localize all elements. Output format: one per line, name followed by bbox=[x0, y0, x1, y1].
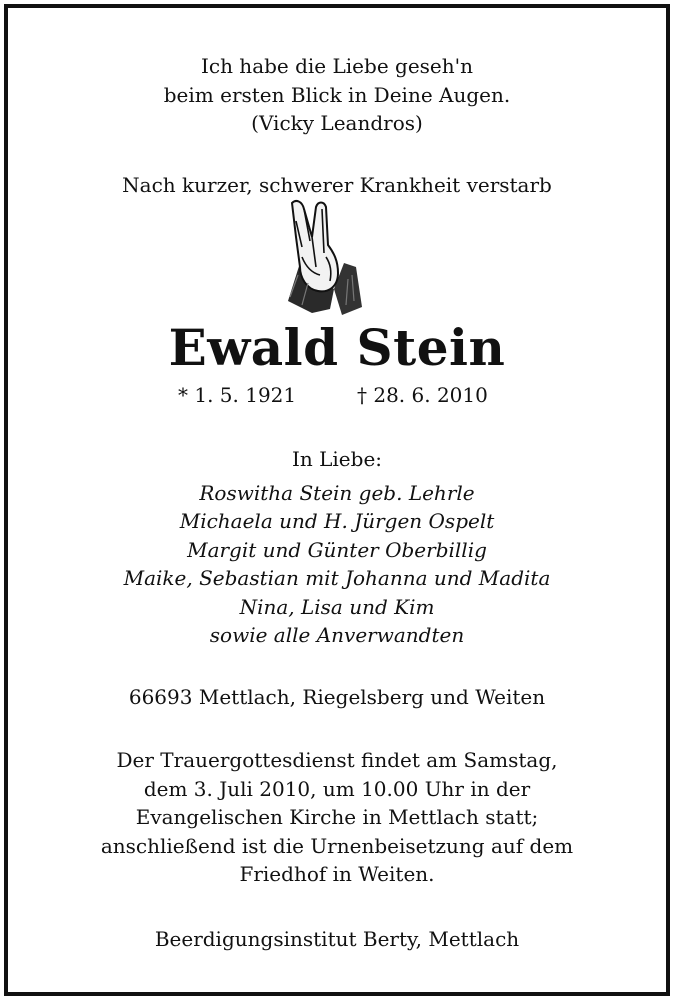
mourner-line: Nina, Lisa und Kim bbox=[239, 595, 435, 619]
mourner-line: Maike, Sebastian mit Johanna und Madita bbox=[123, 566, 551, 590]
mourner-line: Roswitha Stein geb. Lehrle bbox=[199, 481, 475, 505]
service-line: Friedhof in Weiten. bbox=[239, 862, 435, 886]
mourners-heading: In Liebe: bbox=[291, 447, 383, 471]
service-line: Der Trauergottesdienst findet am Samstag, bbox=[116, 748, 558, 772]
service-line: anschließend ist die Urnenbeisetzung auf dem bbox=[100, 834, 574, 858]
intro-text: Nach kurzer, schwerer Krankheit verstarb bbox=[122, 173, 552, 197]
death-date: † 28. 6. 2010 bbox=[357, 383, 488, 407]
quote-line-2: beim ersten Blick in Deine Augen. bbox=[163, 83, 511, 107]
location-text: 66693 Mettlach, Riegelsberg und Weiten bbox=[128, 685, 546, 709]
mourner-line: Margit und Günter Oberbillig bbox=[187, 538, 487, 562]
service-line: dem 3. Juli 2010, um 10.00 Uhr in der bbox=[143, 777, 531, 801]
quote-source: (Vicky Leandros) bbox=[251, 111, 423, 135]
mourner-line: sowie alle Anverwandten bbox=[209, 623, 465, 647]
praying-hands-icon bbox=[282, 197, 364, 315]
deceased-name: Ewald Stein bbox=[168, 318, 506, 377]
quote-line-1: Ich habe die Liebe geseh'n bbox=[200, 54, 474, 78]
service-line: Evangelischen Kirche in Mettlach statt; bbox=[135, 805, 539, 829]
funeral-home: Beerdigungsinstitut Berty, Mettlach bbox=[154, 927, 520, 951]
mourner-line: Michaela und H. Jürgen Ospelt bbox=[179, 509, 495, 533]
birth-date: * 1. 5. 1921 bbox=[178, 383, 297, 407]
